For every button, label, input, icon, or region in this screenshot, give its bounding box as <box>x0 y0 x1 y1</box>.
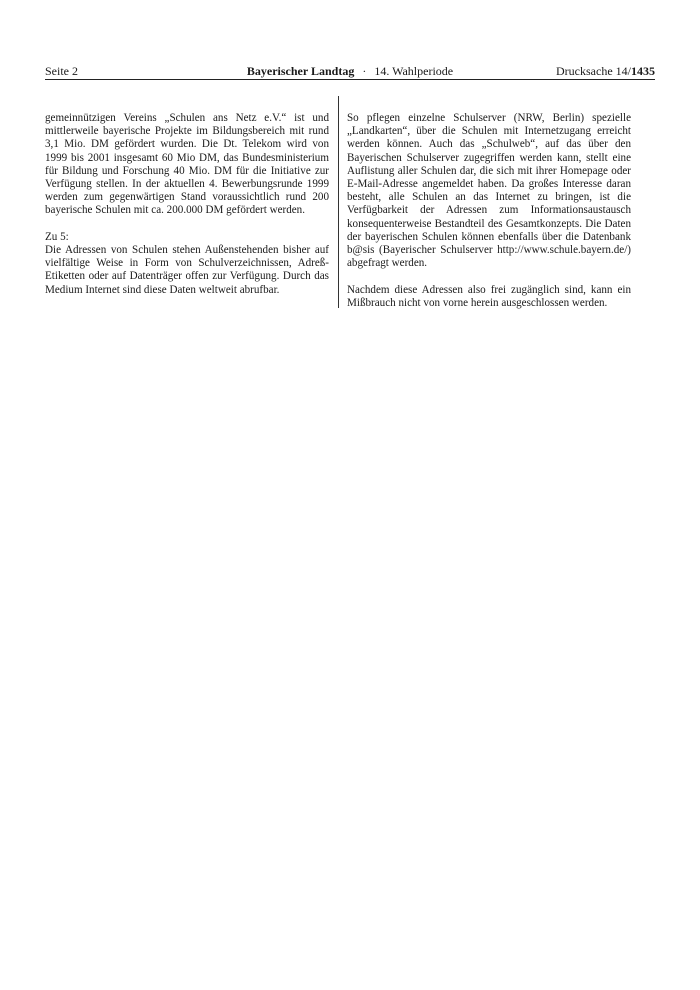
document-prefix: Drucksache 14/ <box>556 64 631 78</box>
left-paragraph-1: gemeinnützigen Vereins „Schulen ans Netz e.V.“ ist und mittlerweile bayerische Projekte im Bildungsbereich mit rund 3,1 Mio. DM gefördert wurden. Die Dt. Telekom wird von 1999 bis 2001 insgesamt 60 Mio DM, das Bundesministerium für Bildung und Forschung 40 Mio. DM für die Initiative zur Verfügung stellen. In der aktuellen 4. Bewerbungsrunde 1999 werden zum gegenwärtigen Stand voraussichtlich rund 200 bayerische Schulen mit ca. 200.000 DM gefördert werden. <box>45 112 329 217</box>
header-rule <box>45 79 655 80</box>
left-paragraph-2: Die Adressen von Schulen stehen Außenstehenden bisher auf vielfältige Weise in Form von Schulverzeichnissen, Adreß-Etiketten oder auf Datenträger offen zur Verfügung. Durch das Medium Internet sind diese Daten weltweit abrufbar. <box>45 244 329 296</box>
document-reference <box>556 63 655 79</box>
right-paragraph-2: Nachdem diese Adressen also frei zugänglich sind, kann ein Mißbrauch nicht von vorne herein ausgeschlossen werden. <box>347 283 631 309</box>
legislative-period: 14. Wahlperiode <box>374 64 454 78</box>
page-header <box>45 63 655 79</box>
right-paragraph-1: So pflegen einzelne Schulserver (NRW, Berlin) spezielle „Landkarten“, über die Schulen mit Internetzugang erreicht werden können. Auch das „Schulweb“, auf das über den Bayerischen Schulserver zugegriffen werden kann, stellt eine Auflistung aller Schulen dar, die sich mit ihrer Homepage oder E-Mail-Adresse angemeldet haben. Da großes Interesse daran besteht, alle Schulen an das Internet zu bringen, ist die Verfügbarkeit der Adressen zum Informationsaustausch konsequenterweise Bestandteil des Gesamtkonzepts. Die Daten der bayerischen Schulen können ebenfalls über die Datenbank b@sis (Bayerischer Schulserver http://www.schule.bayern.de/) abgefragt werden. <box>347 112 631 270</box>
header-separator: · <box>362 64 367 78</box>
section-heading-zu-5: Zu 5: <box>45 230 69 243</box>
page-number: Seite 2 <box>45 64 78 78</box>
document-number: 1435 <box>631 64 655 78</box>
right-column <box>347 112 631 323</box>
left-column <box>45 112 329 310</box>
column-divider <box>338 96 339 308</box>
parliament-name: Bayerischer Landtag <box>246 64 355 78</box>
